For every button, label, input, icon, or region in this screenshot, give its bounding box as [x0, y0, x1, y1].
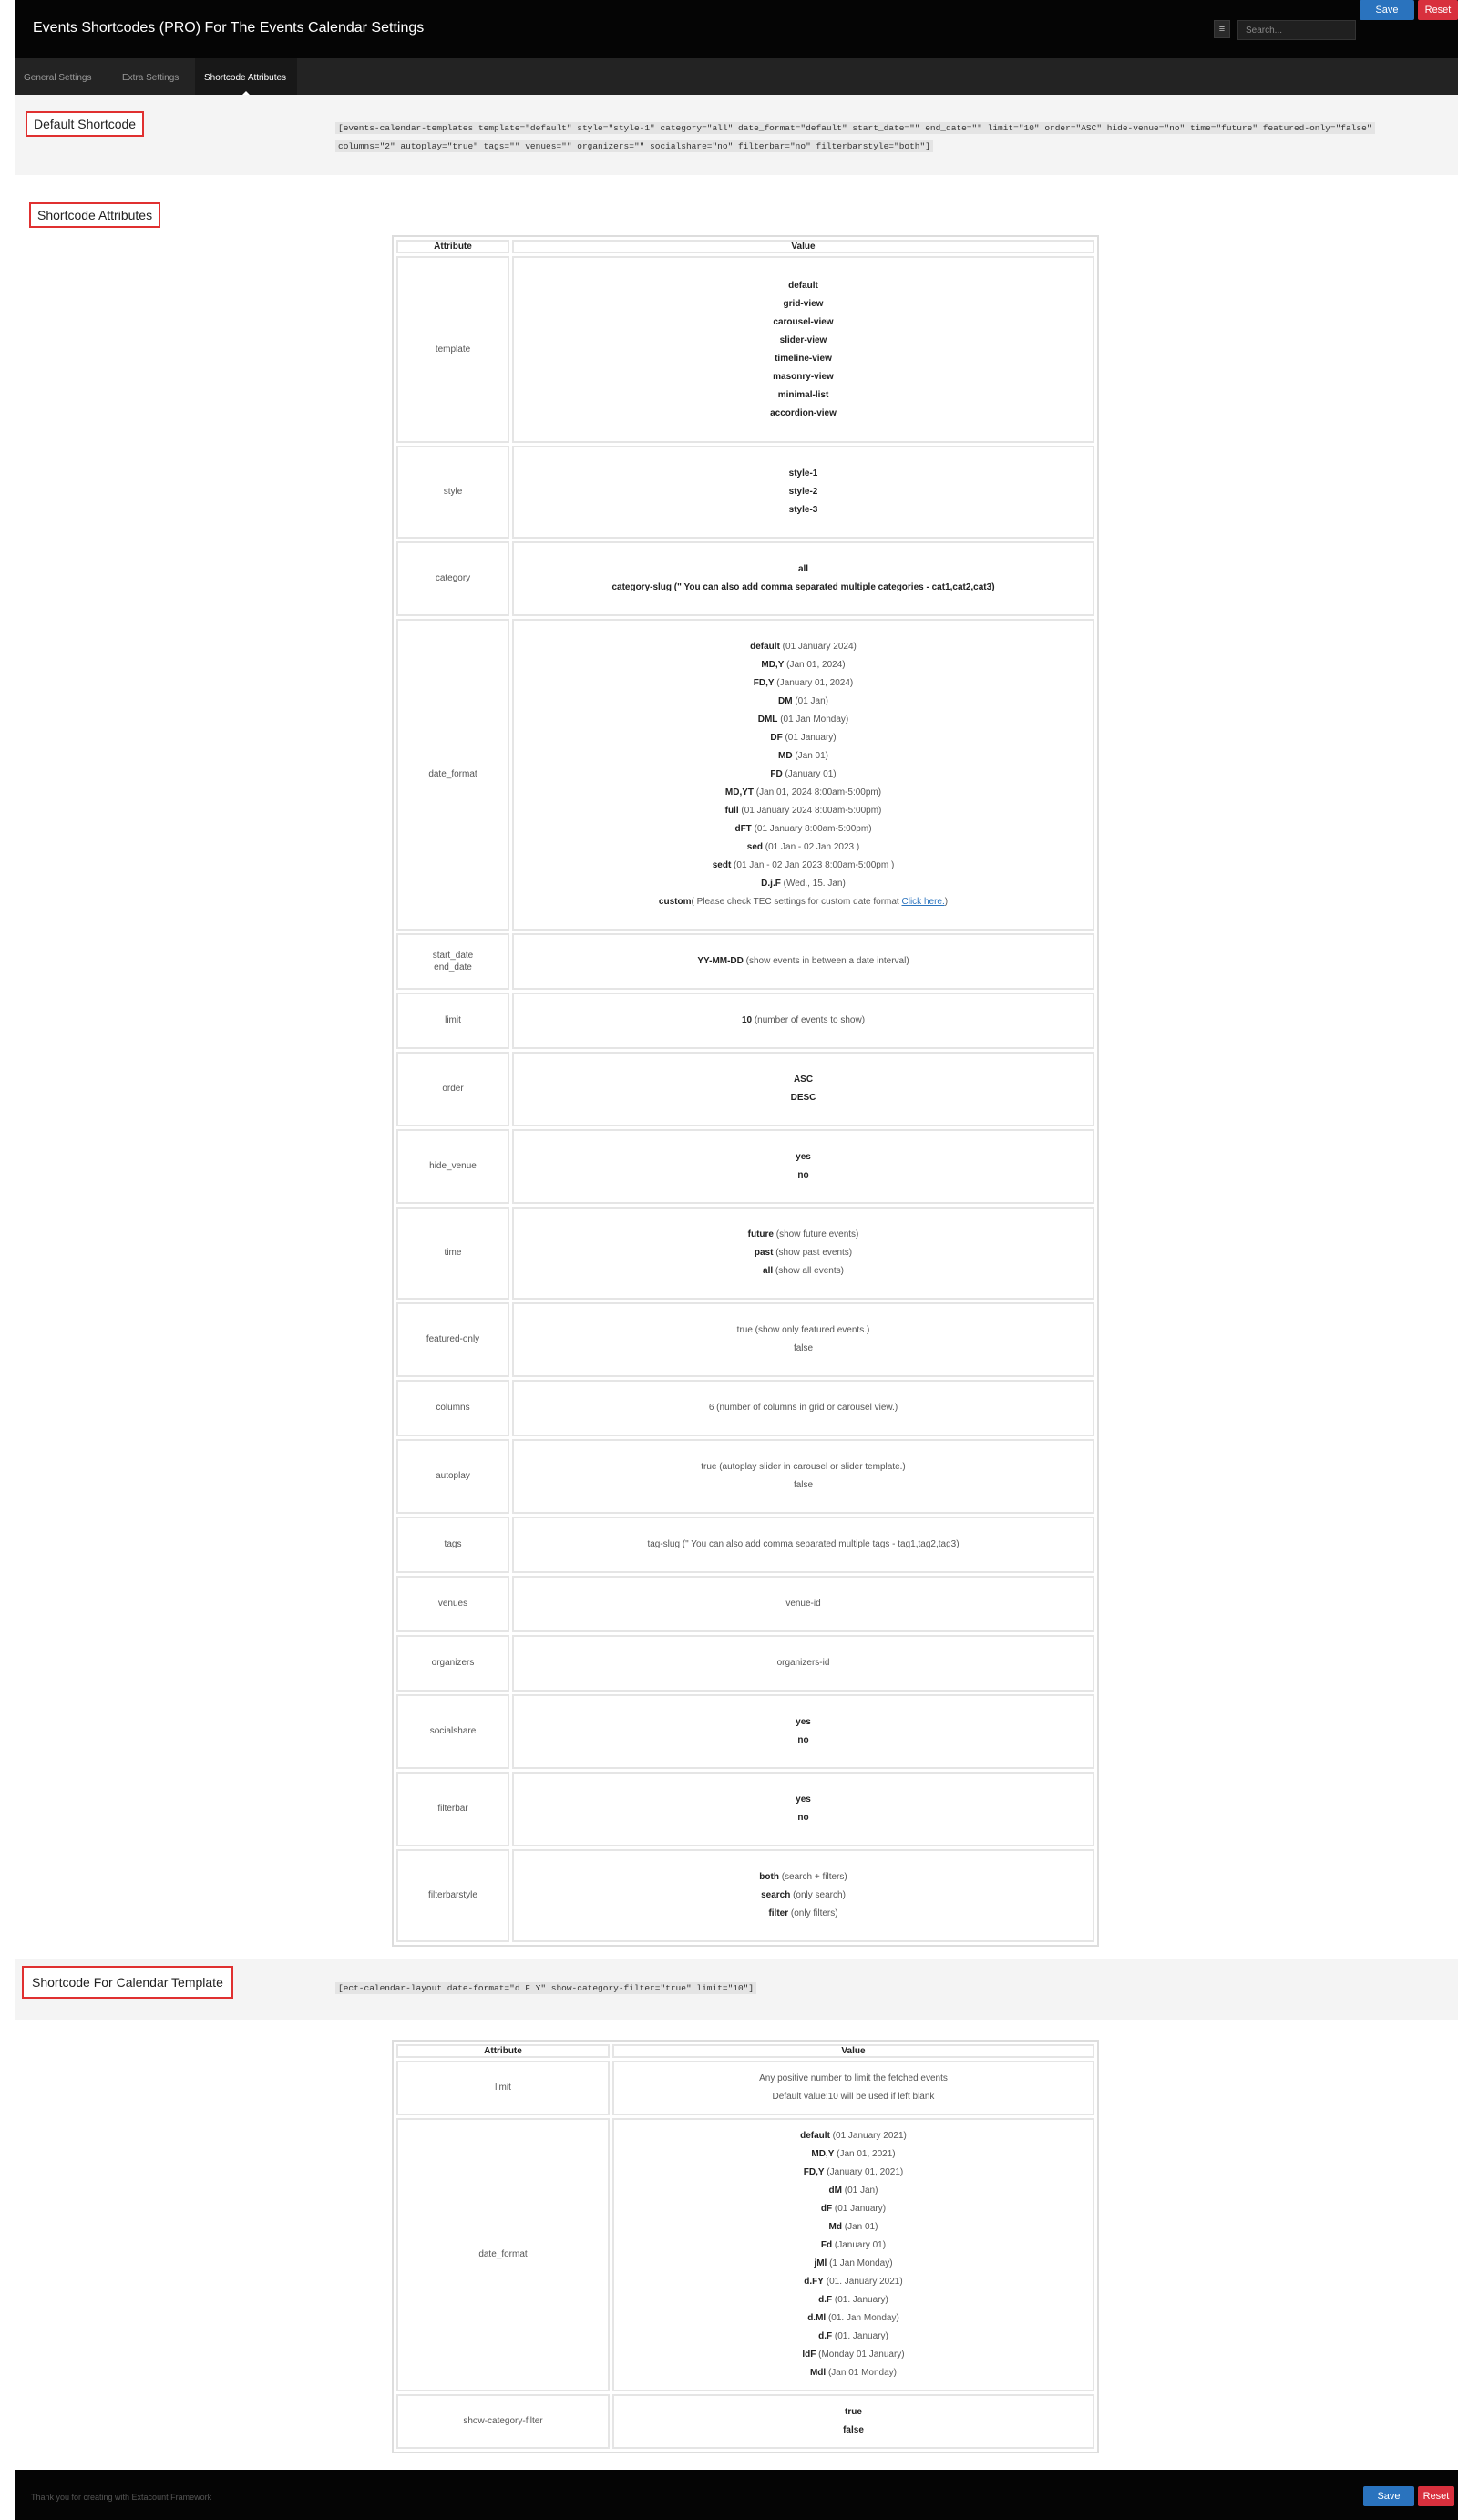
attribute-value-cell	[512, 541, 1094, 616]
default-shortcode-code-line-2: columns="2" autoplay="true" tags="" venues="" organizers="" socialshare="no" filterbar="no" filterbarstyle="both"]	[335, 140, 933, 152]
attribute-name-cell	[396, 1207, 509, 1300]
value-description: (01 Jan Monday)	[777, 715, 849, 725]
value-line	[514, 1148, 1093, 1167]
attribute-name: venues	[437, 1599, 468, 1609]
layout-toggle-icon[interactable]: ≡	[1214, 20, 1230, 38]
value-description: organizers-id	[776, 1658, 830, 1668]
value-line	[514, 386, 1093, 405]
value-line	[514, 784, 1093, 802]
attribute-value-cell	[512, 1302, 1094, 1377]
table-row	[396, 2118, 1094, 2391]
value-line	[514, 1322, 1093, 1340]
value-line	[514, 1791, 1093, 1809]
attribute-name-cell	[396, 1576, 509, 1632]
value-line	[514, 1340, 1093, 1358]
value-line	[514, 1244, 1093, 1262]
value-line	[514, 875, 1093, 893]
value-line	[614, 2309, 1093, 2328]
value-line	[514, 656, 1093, 674]
value-line	[514, 1012, 1093, 1030]
value-line	[514, 1071, 1093, 1089]
value-line	[514, 332, 1093, 350]
value-line	[514, 368, 1093, 386]
attribute-name-cell	[396, 1635, 509, 1692]
value-line	[514, 350, 1093, 368]
top-header-bar	[15, 0, 1458, 58]
attribute-value-cell	[512, 1129, 1094, 1204]
value-line	[514, 1399, 1093, 1417]
value-description: (show past events)	[773, 1248, 853, 1258]
value-description: (01 January)	[782, 733, 837, 743]
column-header-attribute: Attribute	[396, 2044, 610, 2058]
attribute-name-cell	[396, 541, 509, 616]
attribute-value-cell	[512, 1772, 1094, 1846]
attribute-name-cell	[396, 1302, 509, 1377]
reset-button[interactable]: Reset	[1418, 0, 1458, 20]
value-description: false	[793, 1343, 814, 1353]
value-line	[514, 952, 1093, 971]
footer-bar	[15, 2470, 1458, 2520]
value-description: (January 01)	[832, 2240, 887, 2250]
table-row	[396, 1694, 1094, 1769]
value-description: (01. January 2021)	[823, 2277, 903, 2287]
value-keyword: minimal-list	[777, 389, 829, 400]
table-row	[396, 1380, 1094, 1436]
value-description: (1 Jan Monday)	[827, 2258, 893, 2268]
attribute-name: autoplay	[436, 1471, 470, 1481]
value-line	[514, 561, 1093, 579]
value-line	[514, 314, 1093, 332]
table-row	[396, 933, 1094, 990]
attribute-name: filterbar	[437, 1804, 468, 1814]
calendar-shortcode-section	[15, 1959, 1458, 2020]
value-keyword: DM	[777, 696, 793, 706]
value-keyword: no	[797, 1735, 809, 1745]
value-line	[514, 501, 1093, 519]
attribute-name: featured-only	[426, 1334, 480, 1344]
value-line	[514, 838, 1093, 857]
value-keyword: all	[763, 1266, 774, 1276]
attribute-name: hide_venue	[429, 1161, 477, 1171]
attribute-value-cell	[512, 1576, 1094, 1632]
save-button[interactable]: Save	[1360, 0, 1414, 20]
value-description: venue-id	[785, 1599, 821, 1609]
value-description: (January 01, 2024)	[774, 678, 854, 688]
value-description: (01 January 8:00am-5:00pm)	[751, 824, 872, 834]
value-keyword: d.FY	[804, 2277, 824, 2287]
value-description: (only filters)	[788, 1908, 838, 1918]
value-description: (January 01, 2021)	[824, 2167, 904, 2177]
value-line	[514, 1809, 1093, 1827]
value-keyword: FD,Y	[803, 2167, 825, 2177]
attribute-name: time	[444, 1248, 462, 1258]
attribute-name-cell	[396, 1694, 509, 1769]
value-line	[614, 2088, 1093, 2106]
value-line	[514, 405, 1093, 423]
value-keyword: 10	[741, 1015, 753, 1025]
value-description: (01 Jan - 02 Jan 2023 8:00am-5:00pm )	[731, 860, 895, 870]
value-description: Any positive number to limit the fetched events	[759, 2073, 948, 2083]
value-description: (Jan 01, 2024 8:00am-5:00pm)	[754, 787, 882, 797]
attribute-name: show-category-filter	[463, 2416, 543, 2426]
attribute-value-cell	[612, 2394, 1094, 2449]
column-header-value: Value	[512, 240, 1094, 253]
attribute-name-cell	[396, 933, 509, 990]
attribute-name: limit	[445, 1015, 461, 1025]
value-description: (January 01)	[782, 769, 837, 779]
value-description: (number of events to show)	[752, 1015, 866, 1025]
value-line	[514, 693, 1093, 711]
value-line	[514, 1476, 1093, 1495]
value-keyword: default	[800, 2131, 830, 2141]
value-keyword: yes	[796, 1152, 811, 1162]
table-row	[396, 256, 1094, 443]
value-keyword: no	[797, 1813, 809, 1823]
attribute-name: socialshare	[429, 1726, 477, 1736]
value-keyword: search	[761, 1890, 791, 1900]
value-line	[514, 802, 1093, 820]
attribute-value-cell	[612, 2118, 1094, 2391]
attribute-name-cell	[396, 1517, 509, 1573]
footer-reset-button[interactable]: Reset	[1418, 2486, 1454, 2506]
value-keyword: default	[788, 280, 818, 291]
value-line	[514, 579, 1093, 597]
calendar-shortcode-code-text: [ect-calendar-layout date-format="d F Y" show-category-filter="true" limit="10"]	[335, 1982, 756, 1994]
value-description: (show future events)	[773, 1229, 859, 1239]
value-keyword: false	[843, 2425, 864, 2435]
value-line	[514, 638, 1093, 656]
value-keyword: filter	[768, 1908, 789, 1918]
value-description: (01 January 2024 8:00am-5:00pm)	[738, 806, 882, 816]
attribute-value-cell	[512, 1207, 1094, 1300]
value-line	[514, 1167, 1093, 1185]
attribute-name: columns	[436, 1403, 470, 1413]
value-description: (01. January)	[832, 2295, 888, 2305]
table-row	[396, 993, 1094, 1049]
attribute-name-cell	[396, 993, 509, 1049]
attribute-name-cell	[396, 1129, 509, 1204]
attribute-name: tags	[444, 1539, 462, 1549]
value-keyword: yes	[796, 1795, 811, 1805]
value-keyword: accordion-view	[770, 407, 837, 418]
value-keyword: no	[797, 1170, 809, 1180]
value-description: (search + filters)	[778, 1872, 847, 1882]
value-keyword: MD	[777, 751, 793, 761]
attribute-name: date_format	[428, 769, 477, 779]
value-keyword: FD	[770, 769, 783, 779]
value-line	[514, 295, 1093, 314]
value-description: (01 January 2024)	[779, 642, 857, 652]
value-description: (Jan 01 Monday)	[826, 2368, 898, 2378]
default-shortcode-section	[15, 95, 1458, 175]
value-keyword: sed	[746, 842, 764, 852]
default-shortcode-code-line-1: [events-calendar-templates template="default" style="style-1" category="all" date_format="default" start_date="" end_date="" limit="10" order="ASC" hide-venue="no" time="future" featured-only="false"	[335, 122, 1375, 134]
value-line	[614, 2164, 1093, 2182]
value-line	[514, 729, 1093, 747]
value-line	[614, 2403, 1093, 2422]
value-line	[614, 2237, 1093, 2255]
value-line	[514, 820, 1093, 838]
value-keyword: all	[797, 564, 809, 574]
value-keyword: style-1	[788, 468, 818, 478]
value-keyword: ASC	[793, 1075, 814, 1085]
attribute-name: end_date	[434, 962, 472, 972]
attribute-name-cell	[396, 1052, 509, 1126]
value-keyword: grid-view	[783, 298, 824, 309]
value-keyword: dF	[820, 2204, 833, 2214]
value-line	[514, 893, 1093, 911]
value-description: (01 Jan - 02 Jan 2023 )	[763, 842, 860, 852]
value-line	[514, 711, 1093, 729]
footer-save-button[interactable]: Save	[1363, 2486, 1414, 2506]
value-description: (Jan 01, 2024)	[784, 660, 846, 670]
attribute-value-cell	[512, 256, 1094, 443]
attribute-value-cell	[512, 1439, 1094, 1514]
calendar-shortcode-heading: Shortcode For Calendar Template	[22, 1966, 233, 1999]
attribute-name: start_date	[432, 951, 474, 961]
attribute-value-cell	[512, 993, 1094, 1049]
value-description: (only search)	[790, 1890, 846, 1900]
attribute-name: template	[435, 344, 471, 355]
value-line	[514, 1905, 1093, 1923]
value-line	[614, 2070, 1093, 2088]
attribute-value-cell	[512, 619, 1094, 931]
value-keyword: carousel-view	[773, 316, 834, 327]
table-row	[396, 1302, 1094, 1377]
value-keyword: category-slug (" You can also add comma separated multiple categories - cat1,cat2,cat3)	[611, 582, 995, 592]
value-keyword: yes	[796, 1717, 811, 1727]
value-line	[514, 674, 1093, 693]
column-header-value: Value	[612, 2044, 1094, 2058]
table-row	[396, 1576, 1094, 1632]
attribute-name: category	[435, 573, 471, 583]
value-keyword: d.F	[818, 2331, 833, 2341]
value-line	[614, 2346, 1093, 2364]
value-description: (01 January)	[832, 2204, 887, 2214]
table-row	[396, 541, 1094, 616]
value-keyword: future	[747, 1229, 774, 1239]
table-row	[396, 446, 1094, 539]
value-description: true (autoplay slider in carousel or slider template.)	[701, 1462, 906, 1472]
settings-page	[15, 0, 1458, 2520]
value-keyword: DF	[770, 733, 783, 743]
value-description: ( Please check TEC settings for custom date format	[691, 897, 902, 907]
value-line	[614, 2218, 1093, 2237]
value-keyword: true	[845, 2407, 862, 2417]
value-description: (Wed., 15. Jan)	[780, 879, 846, 889]
value-keyword: Md	[828, 2222, 842, 2232]
value-keyword: MD,Y	[811, 2149, 835, 2159]
value-line	[614, 2422, 1093, 2440]
value-line	[514, 1536, 1093, 1554]
value-keyword: masonry-view	[773, 371, 834, 382]
value-line	[514, 483, 1093, 501]
value-description: (show events in between a date interval)	[743, 956, 909, 966]
value-line	[514, 1713, 1093, 1732]
value-line	[514, 747, 1093, 766]
attribute-name-cell	[396, 446, 509, 539]
value-keyword: style-2	[788, 487, 818, 497]
value-keyword: D.j.F	[761, 879, 781, 889]
value-description: (01. Jan Monday)	[826, 2313, 899, 2323]
value-line	[514, 1262, 1093, 1281]
value-description: (01 Jan)	[792, 696, 829, 706]
value-keyword: timeline-view	[775, 353, 832, 364]
attribute-value-cell	[512, 1517, 1094, 1573]
table-row	[396, 1129, 1094, 1204]
value-line	[614, 2328, 1093, 2346]
table-row	[396, 1772, 1094, 1846]
attribute-name: limit	[495, 2083, 511, 2093]
value-description: (01 January 2021)	[829, 2131, 907, 2141]
value-line	[514, 857, 1093, 875]
value-description: (Monday 01 January)	[816, 2350, 905, 2360]
value-keyword: ldF	[802, 2350, 816, 2360]
value-keyword: YY-MM-DD	[697, 956, 744, 966]
table-row	[396, 1517, 1094, 1573]
tab-shortcode-attributes[interactable]: Shortcode Attributes	[195, 58, 297, 95]
value-line	[514, 1595, 1093, 1613]
shortcode-attributes-table	[392, 235, 1099, 1947]
attribute-name: style	[443, 487, 463, 497]
value-keyword: default	[750, 642, 780, 652]
table-header-row	[396, 240, 1094, 253]
value-line	[614, 2182, 1093, 2200]
value-line	[614, 2255, 1093, 2273]
attribute-name-cell	[396, 2061, 610, 2115]
value-line	[614, 2291, 1093, 2309]
value-description: true (show only featured events.)	[736, 1325, 870, 1335]
value-keyword: MD,YT	[724, 787, 754, 797]
value-keyword: FD,Y	[753, 678, 775, 688]
value-keyword: style-3	[788, 505, 818, 515]
value-description: (Jan 01)	[792, 751, 829, 761]
value-line	[514, 465, 1093, 483]
value-line	[614, 2127, 1093, 2145]
click-here-link[interactable]: Click here.	[901, 897, 945, 907]
attribute-name-cell	[396, 2118, 610, 2391]
table-row	[396, 1052, 1094, 1126]
value-description: (show all events)	[773, 1266, 844, 1276]
attribute-value-cell	[512, 1694, 1094, 1769]
value-keyword: jMl	[814, 2258, 827, 2268]
attribute-name-cell	[396, 2394, 610, 2449]
attribute-name: organizers	[431, 1658, 475, 1668]
value-keyword: dFT	[734, 824, 752, 834]
value-keyword: dM	[828, 2186, 842, 2196]
tab-extra-settings[interactable]: Extra Settings	[122, 73, 180, 83]
value-line	[614, 2364, 1093, 2382]
calendar-shortcode-code	[335, 1979, 756, 1997]
search-input[interactable]	[1237, 20, 1356, 40]
value-keyword: full	[724, 806, 739, 816]
page-title: Events Shortcodes (PRO) For The Events Calendar Settings	[33, 20, 425, 36]
value-line	[514, 1226, 1093, 1244]
table-row	[396, 1439, 1094, 1514]
value-line	[614, 2273, 1093, 2291]
value-keyword: d.Ml	[807, 2313, 827, 2323]
value-line	[514, 1868, 1093, 1887]
attribute-value-cell	[512, 933, 1094, 990]
attribute-name-cell	[396, 1380, 509, 1436]
default-shortcode-heading: Default Shortcode	[26, 111, 144, 137]
value-description: (Jan 01)	[841, 2222, 878, 2232]
value-keyword: sedt	[712, 860, 732, 870]
calendar-attributes-table	[392, 2040, 1099, 2453]
value-line	[514, 1732, 1093, 1750]
value-keyword: d.F	[818, 2295, 833, 2305]
value-keyword: past	[754, 1248, 774, 1258]
table-header-row	[396, 2044, 1094, 2058]
value-description: 6 (number of columns in grid or carousel view.)	[708, 1403, 898, 1413]
attribute-value-cell	[512, 1052, 1094, 1126]
attribute-name-cell	[396, 619, 509, 931]
tab-general-settings[interactable]: General Settings	[24, 73, 92, 83]
value-line	[514, 1654, 1093, 1672]
value-line	[514, 1458, 1093, 1476]
table-row	[396, 2061, 1094, 2115]
value-keyword: Mdl	[809, 2368, 827, 2378]
value-description: Default value:10 will be used if left blank	[772, 2092, 935, 2102]
table-row	[396, 1635, 1094, 1692]
table-row	[396, 1849, 1094, 1942]
value-line	[514, 766, 1093, 784]
value-keyword: slider-view	[779, 334, 827, 345]
attribute-name: filterbarstyle	[428, 1890, 477, 1900]
value-keyword: both	[759, 1872, 779, 1882]
default-shortcode-code	[335, 118, 1447, 155]
attribute-value-cell	[512, 1380, 1094, 1436]
value-keyword: DML	[757, 715, 778, 725]
table-row	[396, 619, 1094, 931]
value-keyword: MD,Y	[761, 660, 785, 670]
table-row	[396, 2394, 1094, 2449]
value-description: (Jan 01, 2021)	[834, 2149, 896, 2159]
attribute-name: date_format	[478, 2249, 528, 2259]
value-keyword: custom	[658, 897, 692, 907]
value-keyword: DESC	[790, 1093, 816, 1103]
value-keyword: Fd	[820, 2240, 833, 2250]
value-description: false	[793, 1480, 814, 1490]
value-line	[514, 1089, 1093, 1107]
value-description: tag-slug (" You can also add comma separated multiple tags - tag1,tag2,tag3)	[647, 1539, 960, 1549]
attribute-name-cell	[396, 1439, 509, 1514]
attribute-value-cell	[512, 446, 1094, 539]
value-description: (01 Jan)	[841, 2186, 878, 2196]
value-description: )	[944, 897, 949, 907]
attribute-value-cell	[512, 1635, 1094, 1692]
attribute-name-cell	[396, 1772, 509, 1846]
value-line	[514, 1887, 1093, 1905]
attribute-value-cell	[612, 2061, 1094, 2115]
attribute-value-cell	[512, 1849, 1094, 1942]
value-line	[614, 2200, 1093, 2218]
footer-credit: Thank you for creating with Extacount Framework	[31, 2493, 212, 2502]
value-line	[514, 277, 1093, 295]
table-row	[396, 1207, 1094, 1300]
shortcode-attributes-heading: Shortcode Attributes	[29, 202, 160, 228]
value-description: (01. January)	[832, 2331, 888, 2341]
attribute-name-cell	[396, 256, 509, 443]
value-line	[614, 2145, 1093, 2164]
column-header-attribute: Attribute	[396, 240, 509, 253]
attribute-name: order	[442, 1084, 464, 1094]
attribute-name-cell	[396, 1849, 509, 1942]
settings-tabs	[15, 58, 1458, 95]
